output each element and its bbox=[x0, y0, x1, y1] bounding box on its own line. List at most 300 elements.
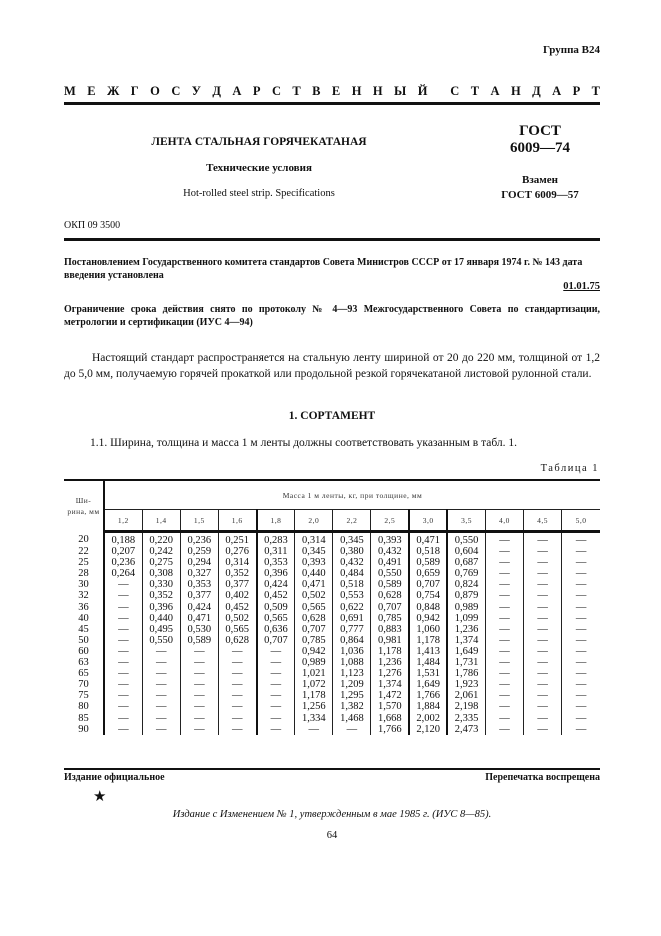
mass-cell: 1,178 bbox=[371, 646, 409, 657]
width-cell: 70 bbox=[78, 679, 89, 691]
mass-cell: 2,002 bbox=[409, 713, 447, 724]
mass-cell: — bbox=[142, 657, 180, 668]
mass-cell: — bbox=[562, 679, 600, 690]
mass-cell: 0,311 bbox=[257, 546, 295, 557]
mass-cell: — bbox=[180, 724, 218, 735]
official-edition-label: Издание официальное bbox=[64, 772, 165, 783]
mass-cell: — bbox=[257, 679, 295, 690]
table-row bbox=[64, 713, 600, 724]
mass-cell: 0,471 bbox=[409, 532, 447, 547]
mass-cell: — bbox=[485, 690, 523, 701]
mass-cell: 0,314 bbox=[218, 557, 256, 568]
mass-cell: 0,402 bbox=[218, 590, 256, 601]
mass-cell: 0,879 bbox=[447, 590, 485, 601]
mass-cell: 0,707 bbox=[295, 624, 333, 635]
mass-cell: 0,491 bbox=[371, 557, 409, 568]
mass-cell: 0,353 bbox=[180, 579, 218, 590]
mass-cell: 0,589 bbox=[409, 557, 447, 568]
width-cell: 32 bbox=[78, 590, 89, 602]
mass-cell: — bbox=[104, 679, 142, 690]
mass-cell: — bbox=[562, 613, 600, 624]
mass-cell: — bbox=[524, 668, 562, 679]
mass-cell: — bbox=[562, 590, 600, 601]
mass-cell: 0,628 bbox=[371, 590, 409, 601]
mass-cell: 0,777 bbox=[333, 624, 371, 635]
mass-cell: 0,565 bbox=[257, 613, 295, 624]
mass-cell: — bbox=[485, 657, 523, 668]
thickness-header: 1,2 bbox=[104, 510, 142, 532]
gost-number: 6009—74 bbox=[510, 140, 570, 156]
gost-label: ГОСТ bbox=[519, 123, 561, 139]
mass-cell: — bbox=[180, 713, 218, 724]
width-cell: 80 bbox=[78, 701, 89, 713]
mass-cell: — bbox=[104, 613, 142, 624]
width-cell: 28 bbox=[78, 568, 89, 580]
table-row bbox=[64, 646, 600, 657]
mass-cell: — bbox=[562, 668, 600, 679]
mass-cell: 0,707 bbox=[257, 635, 295, 646]
mass-cell: 0,589 bbox=[180, 635, 218, 646]
mass-cell: 0,236 bbox=[180, 532, 218, 547]
mass-cell: — bbox=[524, 602, 562, 613]
thickness-header: 5,0 bbox=[562, 510, 600, 532]
heading-letter: А bbox=[232, 84, 242, 98]
mass-cell: — bbox=[524, 635, 562, 646]
thickness-header: 1,5 bbox=[180, 510, 218, 532]
heading-letter: Ж bbox=[107, 84, 120, 98]
mass-cell: — bbox=[485, 713, 523, 724]
title-divider bbox=[64, 238, 600, 241]
mass-cell: 0,188 bbox=[104, 532, 142, 547]
mass-cell: 0,942 bbox=[409, 613, 447, 624]
width-cell: 30 bbox=[78, 579, 89, 591]
mass-cell: 1,072 bbox=[295, 679, 333, 690]
limitation-text: Ограничение срока действия снято по протоколу № 4—93 Межгосударственного Совета по стандартизации, метрологии и сертификации (ИУС 4—94) bbox=[64, 304, 600, 328]
mass-cell: 0,207 bbox=[104, 546, 142, 557]
mass-cell: — bbox=[104, 690, 142, 701]
mass-cell: 1,923 bbox=[447, 679, 485, 690]
okp-code: ОКП 09 3500 bbox=[64, 220, 121, 231]
mass-cell: 0,565 bbox=[218, 624, 256, 635]
mass-cell: 0,989 bbox=[295, 657, 333, 668]
effective-date: 01.01.75 bbox=[563, 281, 600, 292]
mass-cell: — bbox=[562, 724, 600, 735]
mass-cell: — bbox=[485, 701, 523, 712]
document-subtitle: Технические условия bbox=[206, 162, 312, 174]
mass-cell: — bbox=[104, 602, 142, 613]
width-cell: 40 bbox=[78, 612, 89, 624]
mass-cell: 1,531 bbox=[409, 668, 447, 679]
heading-letter: Н bbox=[372, 84, 383, 98]
mass-cell: — bbox=[180, 646, 218, 657]
mass-cell: 0,848 bbox=[409, 602, 447, 613]
mass-cell: 0,687 bbox=[447, 557, 485, 568]
thickness-header: 1,4 bbox=[142, 510, 180, 532]
mass-cell: — bbox=[524, 532, 562, 547]
mass-cell: 1,649 bbox=[447, 646, 485, 657]
mass-cell: 0,471 bbox=[295, 579, 333, 590]
mass-cell: — bbox=[485, 590, 523, 601]
width-cell: 60 bbox=[78, 645, 89, 657]
mass-cell: 0,604 bbox=[447, 546, 485, 557]
mass-cell: 0,242 bbox=[142, 546, 180, 557]
mass-cell: — bbox=[142, 724, 180, 735]
heading-letter: С bbox=[450, 84, 460, 98]
mass-cell: 0,550 bbox=[142, 635, 180, 646]
mass-cell: 0,424 bbox=[180, 602, 218, 613]
thickness-header: 4,5 bbox=[524, 510, 562, 532]
mass-cell: 2,120 bbox=[409, 724, 447, 735]
table-row bbox=[64, 613, 600, 624]
mass-cell: — bbox=[485, 679, 523, 690]
thickness-header: 1,8 bbox=[257, 510, 295, 532]
mass-cell: 0,502 bbox=[218, 613, 256, 624]
mass-cell: — bbox=[562, 624, 600, 635]
mass-cell: 0,264 bbox=[104, 568, 142, 579]
mass-cell: — bbox=[485, 568, 523, 579]
mass-cell: 0,502 bbox=[295, 590, 333, 601]
heading-letter: Д bbox=[532, 84, 541, 98]
mass-cell: — bbox=[333, 724, 371, 735]
thickness-header: 3,5 bbox=[447, 510, 485, 532]
mass-cell: — bbox=[142, 713, 180, 724]
heading-letter: У bbox=[191, 84, 201, 98]
mass-cell: 0,424 bbox=[257, 579, 295, 590]
thickness-header: 2,0 bbox=[295, 510, 333, 532]
thickness-header: 2,5 bbox=[371, 510, 409, 532]
mass-cell: 0,864 bbox=[333, 635, 371, 646]
thickness-header: 2,2 bbox=[333, 510, 371, 532]
mass-cell: 0,294 bbox=[180, 557, 218, 568]
heading-letter: Д bbox=[212, 84, 221, 98]
mass-cell: 1,374 bbox=[371, 679, 409, 690]
mass-cell: 0,883 bbox=[371, 624, 409, 635]
mass-cell: 1,649 bbox=[409, 679, 447, 690]
mass-cell: 0,345 bbox=[295, 546, 333, 557]
mass-cell: 1,413 bbox=[409, 646, 447, 657]
mass-cell: 1,123 bbox=[333, 668, 371, 679]
mass-cell: 0,550 bbox=[371, 568, 409, 579]
width-cell: 25 bbox=[78, 557, 89, 569]
width-cell: 90 bbox=[78, 723, 89, 735]
mass-cell: 0,942 bbox=[295, 646, 333, 657]
mass-cell: 1,276 bbox=[371, 668, 409, 679]
mass-cell: — bbox=[104, 646, 142, 657]
mass-cell: 1,295 bbox=[333, 690, 371, 701]
mass-cell: — bbox=[485, 613, 523, 624]
mass-cell: — bbox=[104, 701, 142, 712]
width-cell: 65 bbox=[78, 668, 89, 680]
mass-cell: — bbox=[562, 690, 600, 701]
heading-letter: Р bbox=[252, 84, 261, 98]
edition-note: Издание с Изменением № 1, утвержденным в мае 1985 г. (ИУС 8—85). bbox=[172, 809, 492, 820]
mass-cell: 0,452 bbox=[218, 602, 256, 613]
mass-cell: 0,989 bbox=[447, 602, 485, 613]
heading-letter: Е bbox=[331, 84, 341, 98]
mass-cell: 2,335 bbox=[447, 713, 485, 724]
table-row bbox=[64, 690, 600, 701]
mass-cell: 0,345 bbox=[333, 532, 371, 547]
page-number: 64 bbox=[326, 830, 338, 841]
mass-cell: 2,061 bbox=[447, 690, 485, 701]
mass-cell: 0,353 bbox=[257, 557, 295, 568]
mass-cell: — bbox=[562, 557, 600, 568]
width-cell: 36 bbox=[78, 601, 89, 613]
heading-letter: Й bbox=[417, 84, 428, 98]
mass-cell: — bbox=[257, 690, 295, 701]
clause-1-1: 1.1. Ширина, толщина и масса 1 м ленты должны соответствовать указанным в табл. 1. bbox=[90, 437, 518, 449]
mass-cell: — bbox=[562, 546, 600, 557]
mass-cell: — bbox=[524, 679, 562, 690]
heading-letter: Р bbox=[572, 84, 581, 98]
table-row bbox=[64, 679, 600, 690]
mass-cell: 1,236 bbox=[447, 624, 485, 635]
mass-cell: — bbox=[524, 646, 562, 657]
mass-cell: 0,393 bbox=[295, 557, 333, 568]
mass-cell: — bbox=[524, 557, 562, 568]
mass-cell: — bbox=[562, 579, 600, 590]
mass-cell: — bbox=[180, 668, 218, 679]
mass-cell: 0,550 bbox=[447, 532, 485, 547]
mass-cell: 0,824 bbox=[447, 579, 485, 590]
heading-letter: С bbox=[271, 84, 281, 98]
mass-cell: — bbox=[218, 668, 256, 679]
width-cell: 20 bbox=[78, 534, 89, 546]
mass-cell: 0,518 bbox=[333, 579, 371, 590]
mass-cell: — bbox=[218, 646, 256, 657]
mass-cell: 0,432 bbox=[371, 546, 409, 557]
mass-cell: — bbox=[142, 668, 180, 679]
table-row bbox=[64, 701, 600, 712]
mass-cell: 0,754 bbox=[409, 590, 447, 601]
mass-cell: — bbox=[562, 568, 600, 579]
document-title: ЛЕНТА СТАЛЬНАЯ ГОРЯЧЕКАТАНАЯ bbox=[151, 136, 367, 148]
mass-cell: 1,021 bbox=[295, 668, 333, 679]
mass-cell: — bbox=[485, 724, 523, 735]
mass-cell: 0,432 bbox=[333, 557, 371, 568]
mass-cell: 0,565 bbox=[295, 602, 333, 613]
mass-cell: — bbox=[218, 690, 256, 701]
mass-cell: 1,036 bbox=[333, 646, 371, 657]
width-column-header: Ши-рина, мм bbox=[64, 480, 104, 532]
table-row bbox=[64, 624, 600, 635]
mass-cell: — bbox=[142, 690, 180, 701]
mass-cell: — bbox=[562, 713, 600, 724]
mass-cell: — bbox=[218, 724, 256, 735]
mass-cell: 1,334 bbox=[295, 713, 333, 724]
table-row bbox=[64, 590, 600, 601]
replaced-label: Взамен bbox=[522, 174, 558, 186]
mass-cell: — bbox=[562, 701, 600, 712]
mass-cell: 0,785 bbox=[371, 613, 409, 624]
table-row bbox=[64, 579, 600, 590]
mass-cell: — bbox=[524, 546, 562, 557]
mass-cell: — bbox=[104, 624, 142, 635]
mass-cell: — bbox=[562, 635, 600, 646]
mass-cell: 1,468 bbox=[333, 713, 371, 724]
mass-cell: 0,707 bbox=[409, 579, 447, 590]
heading-letter: Ы bbox=[394, 84, 407, 98]
mass-cell: 0,380 bbox=[333, 546, 371, 557]
mass-cell: 0,393 bbox=[371, 532, 409, 547]
mass-cell: — bbox=[562, 602, 600, 613]
heading-letter: О bbox=[150, 84, 160, 98]
mass-cell: 0,396 bbox=[142, 602, 180, 613]
mass-cell: 0,259 bbox=[180, 546, 218, 557]
mass-cell: — bbox=[218, 679, 256, 690]
interstate-standard-heading bbox=[64, 84, 600, 99]
mass-cell: 0,327 bbox=[180, 568, 218, 579]
mass-cell: 1,374 bbox=[447, 635, 485, 646]
mass-cell: 1,382 bbox=[333, 701, 371, 712]
mass-cell: — bbox=[524, 701, 562, 712]
heading-letter: А bbox=[490, 84, 500, 98]
mass-table bbox=[64, 479, 600, 735]
mass-cell: — bbox=[180, 701, 218, 712]
heading-letter: Т bbox=[292, 84, 301, 98]
mass-cell: 0,314 bbox=[295, 532, 333, 547]
mass-cell: 0,509 bbox=[257, 602, 295, 613]
decree-text: Постановлением Государственного комитета стандартов Совета Министров СССР от 17 января 1974 г. № 143 дата введения установлена bbox=[64, 257, 583, 281]
mass-cell: — bbox=[485, 602, 523, 613]
mass-cell: 0,283 bbox=[257, 532, 295, 547]
mass-cell: — bbox=[524, 590, 562, 601]
mass-cell: — bbox=[218, 657, 256, 668]
mass-cell: — bbox=[485, 646, 523, 657]
table-row bbox=[64, 668, 600, 679]
mass-cell: — bbox=[104, 635, 142, 646]
mass-cell: 1,484 bbox=[409, 657, 447, 668]
mass-cell: 1,256 bbox=[295, 701, 333, 712]
mass-cell: 1,099 bbox=[447, 613, 485, 624]
star-icon: ★ bbox=[93, 789, 107, 805]
mass-cell: 1,766 bbox=[409, 690, 447, 701]
mass-cell: — bbox=[295, 724, 333, 735]
mass-cell: 1,178 bbox=[409, 635, 447, 646]
section-heading: 1. СОРТАМЕНТ bbox=[288, 410, 376, 422]
mass-cell: 1,209 bbox=[333, 679, 371, 690]
mass-cell: — bbox=[524, 713, 562, 724]
width-cell: 45 bbox=[78, 623, 89, 635]
mass-cell: — bbox=[485, 557, 523, 568]
document-title-english: Hot-rolled steel strip. Specifications bbox=[183, 188, 335, 199]
heading-letter: Н bbox=[510, 84, 521, 98]
mass-cell: 0,352 bbox=[218, 568, 256, 579]
mass-cell: 0,452 bbox=[257, 590, 295, 601]
mass-cell: 0,981 bbox=[371, 635, 409, 646]
mass-cell: 0,636 bbox=[257, 624, 295, 635]
mass-cell: 0,377 bbox=[180, 590, 218, 601]
mass-cell: — bbox=[562, 657, 600, 668]
width-cell: 50 bbox=[78, 634, 89, 646]
mass-cell: 0,251 bbox=[218, 532, 256, 547]
table-row bbox=[64, 657, 600, 668]
width-cell: 85 bbox=[78, 712, 89, 724]
mass-cell: 1,472 bbox=[371, 690, 409, 701]
mass-cell: 0,330 bbox=[142, 579, 180, 590]
mass-cell: — bbox=[142, 679, 180, 690]
mass-cell: — bbox=[180, 657, 218, 668]
mass-cell: — bbox=[180, 679, 218, 690]
mass-cell: — bbox=[485, 546, 523, 557]
mass-cell: — bbox=[524, 724, 562, 735]
heading-letter: Н bbox=[351, 84, 362, 98]
mass-cell: — bbox=[257, 724, 295, 735]
mass-cell: — bbox=[524, 690, 562, 701]
heading-letter: В bbox=[312, 84, 321, 98]
width-cell: 63 bbox=[78, 657, 89, 669]
mass-cell: — bbox=[562, 532, 600, 547]
mass-cell: — bbox=[104, 657, 142, 668]
table-row bbox=[64, 635, 600, 646]
mass-cell: 1,236 bbox=[371, 657, 409, 668]
heading-letter: Е bbox=[87, 84, 96, 98]
mass-cell: 0,396 bbox=[257, 568, 295, 579]
mass-cell: 0,440 bbox=[142, 613, 180, 624]
mass-cell: 0,484 bbox=[333, 568, 371, 579]
mass-cell: — bbox=[524, 624, 562, 635]
mass-cell: — bbox=[485, 579, 523, 590]
mass-cell: — bbox=[524, 657, 562, 668]
mass-cell: 0,518 bbox=[409, 546, 447, 557]
mass-cell: 0,236 bbox=[104, 557, 142, 568]
mass-cell: 0,707 bbox=[371, 602, 409, 613]
gost-block bbox=[470, 123, 610, 203]
width-cell: 22 bbox=[78, 546, 89, 558]
intro-paragraph: Настоящий стандарт распространяется на стальную ленту шириной от 20 до 220 мм, толщиной от 1,2 до 5,0 мм, получаемую горячей прокаткой или продольной резкой горячекатаной листовой рулонной стали. bbox=[64, 352, 600, 380]
mass-cell: 1,731 bbox=[447, 657, 485, 668]
mass-cell: — bbox=[257, 646, 295, 657]
mass-cell: — bbox=[485, 668, 523, 679]
mass-cell: 0,589 bbox=[371, 579, 409, 590]
table-row bbox=[64, 568, 600, 579]
mass-cell: 0,622 bbox=[333, 602, 371, 613]
mass-cell: 2,473 bbox=[447, 724, 485, 735]
mass-cell: 0,495 bbox=[142, 624, 180, 635]
mass-cell: 0,628 bbox=[218, 635, 256, 646]
mass-cell: — bbox=[562, 646, 600, 657]
thickness-header: 3,0 bbox=[409, 510, 447, 532]
mass-cell: — bbox=[218, 701, 256, 712]
thickness-header: 4,0 bbox=[485, 510, 523, 532]
thickness-header: 1,6 bbox=[218, 510, 256, 532]
table-row bbox=[64, 602, 600, 613]
mass-cell: — bbox=[485, 635, 523, 646]
mass-cell: 2,198 bbox=[447, 701, 485, 712]
mass-cell: 0,377 bbox=[218, 579, 256, 590]
replaced-number: ГОСТ 6009—57 bbox=[501, 189, 579, 201]
mass-cell: 1,570 bbox=[371, 701, 409, 712]
mass-cell: 1,884 bbox=[409, 701, 447, 712]
mass-cell: 0,530 bbox=[180, 624, 218, 635]
mass-cell: 0,220 bbox=[142, 532, 180, 547]
heading-letter: Т bbox=[591, 84, 600, 98]
mass-cell: — bbox=[257, 668, 295, 679]
mass-cell: — bbox=[524, 579, 562, 590]
table-row bbox=[64, 532, 600, 547]
mass-cell: — bbox=[142, 701, 180, 712]
table-caption: Таблица 1 bbox=[540, 463, 599, 474]
mass-cell: 0,471 bbox=[180, 613, 218, 624]
mass-cell: — bbox=[104, 668, 142, 679]
width-cell: 75 bbox=[78, 690, 89, 702]
mass-cell: 0,308 bbox=[142, 568, 180, 579]
table-row bbox=[64, 546, 600, 557]
table-row bbox=[64, 557, 600, 568]
table-row bbox=[64, 724, 600, 735]
mass-cell: — bbox=[104, 579, 142, 590]
mass-cell: 0,659 bbox=[409, 568, 447, 579]
